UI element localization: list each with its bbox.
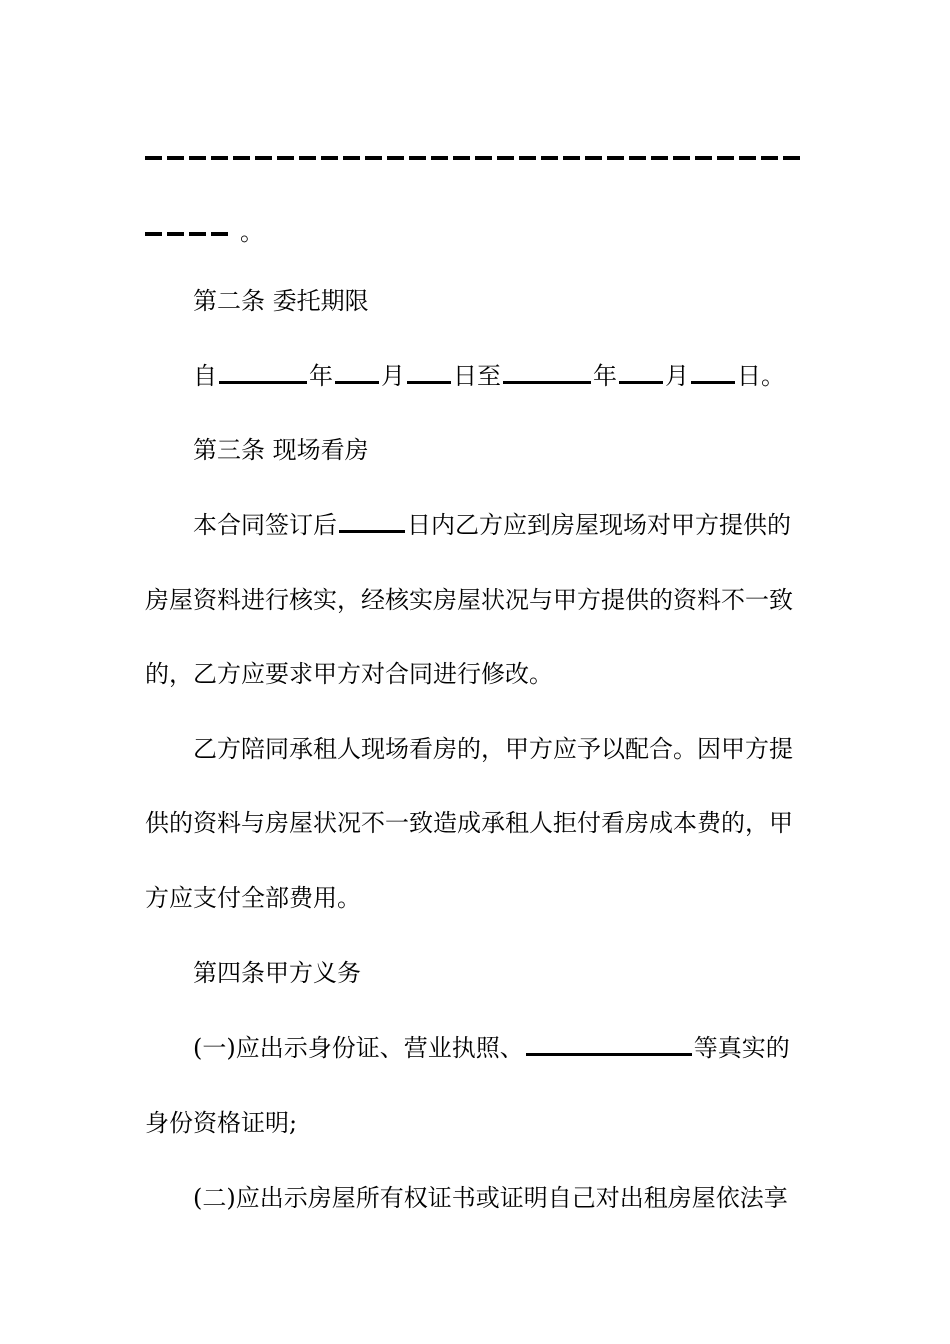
article-3-heading: 第三条 现场看房 <box>193 436 369 464</box>
dash-segment <box>629 156 646 160</box>
dash-segment <box>497 156 514 160</box>
article-3-para-1-line-3: 的，乙方应要求甲方对合同进行修改。 <box>145 660 553 688</box>
blank-day-1 <box>407 361 451 384</box>
fill-in-line-long <box>145 156 800 160</box>
dash-segment <box>563 156 580 160</box>
article-4-item-2-line-1: (二)应出示房屋所有权证书或证明自己对出租房屋依法享 <box>193 1184 788 1212</box>
dash-segment <box>651 156 668 160</box>
dash-segment <box>783 156 800 160</box>
para-text: 本合同签订后 <box>193 511 337 539</box>
dash-segment <box>695 156 712 160</box>
dash-segment <box>673 156 690 160</box>
dash-segment <box>607 156 624 160</box>
dash-segment <box>761 156 778 160</box>
article-3-para-1-line-2: 房屋资料进行核实，经核实房屋状况与甲方提供的资料不一致 <box>145 586 793 614</box>
period-month-2: 月 <box>665 362 689 390</box>
dash-segment <box>277 156 294 160</box>
article-3-para-2-line-3: 方应支付全部费用。 <box>145 884 361 912</box>
dash-segment <box>585 156 602 160</box>
dash-segment <box>541 156 558 160</box>
end-mark: 。 <box>240 218 264 246</box>
article-2-period <box>193 358 805 394</box>
blank-days <box>339 510 405 533</box>
dash-segment <box>211 232 228 236</box>
para-text: 日内乙方应到房屋现场对甲方提供的 <box>407 511 791 539</box>
dash-segment <box>343 156 360 160</box>
dash-segment <box>145 232 162 236</box>
article-4-heading: 第四条甲方义务 <box>193 959 361 987</box>
article-3-para-2-line-2: 供的资料与房屋状况不一致造成承租人拒付看房成本费的，甲 <box>145 809 793 837</box>
period-day-1: 日至 <box>453 362 501 390</box>
blank-id-documents <box>526 1033 692 1056</box>
dash-segment <box>167 156 184 160</box>
blank-month-1 <box>335 361 379 384</box>
dash-segment <box>167 232 184 236</box>
period-year-1: 年 <box>309 362 333 390</box>
dash-segment <box>453 156 470 160</box>
dash-segment <box>475 156 492 160</box>
dash-segment <box>189 232 206 236</box>
dash-segment <box>145 156 162 160</box>
period-month-1: 月 <box>381 362 405 390</box>
article-2-heading: 第二条 委托期限 <box>193 287 369 315</box>
dash-segment <box>255 156 272 160</box>
article-3-para-2-line-1: 乙方陪同承租人现场看房的，甲方应予以配合。因甲方提 <box>193 735 793 763</box>
blank-year-1 <box>219 361 307 384</box>
dash-segment <box>365 156 382 160</box>
dash-segment <box>299 156 316 160</box>
article-3-para-1-line-1 <box>193 507 805 543</box>
dash-segment <box>189 156 206 160</box>
dash-segment <box>387 156 404 160</box>
dash-segment <box>739 156 756 160</box>
blank-day-2 <box>691 361 735 384</box>
period-day-2: 日。 <box>737 362 785 390</box>
dash-segment <box>431 156 448 160</box>
dash-segment <box>717 156 734 160</box>
item-text: (一)应出示身份证、营业执照、 <box>193 1034 524 1062</box>
fill-in-line-short <box>145 232 228 236</box>
period-prefix: 自 <box>193 362 217 390</box>
article-4-item-1-line-2: 身份资格证明; <box>145 1109 298 1137</box>
dash-segment <box>321 156 338 160</box>
period-year-2: 年 <box>593 362 617 390</box>
article-4-item-1-line-1 <box>193 1030 805 1066</box>
blank-year-2 <box>503 361 591 384</box>
item-text: 等真实的 <box>693 1034 790 1062</box>
blank-month-2 <box>619 361 663 384</box>
dash-segment <box>519 156 536 160</box>
dash-segment <box>211 156 228 160</box>
dash-segment <box>409 156 426 160</box>
dash-segment <box>233 156 250 160</box>
